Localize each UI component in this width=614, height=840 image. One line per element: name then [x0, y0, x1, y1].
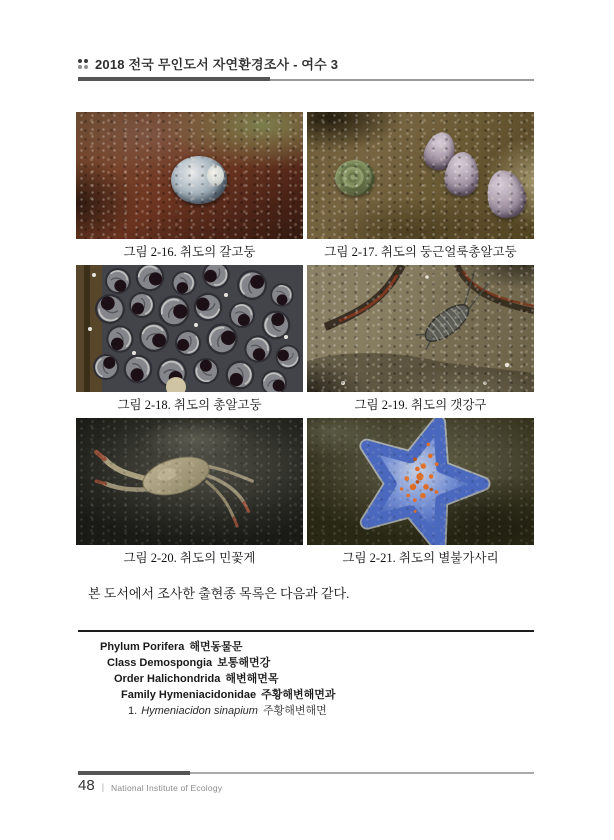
figure-caption: 그림 2-20. 취도의 민꽃게 [123, 551, 256, 565]
species-row-family: Family Hymeniacidonidae 주황해변해면과 [121, 689, 336, 701]
institute-name: National Institute of Ecology [111, 783, 223, 793]
figure-2-20 [76, 418, 303, 572]
footer-rule [78, 771, 534, 775]
photo-nerite-snail [76, 112, 303, 239]
photo-starfish [307, 418, 534, 545]
figure-caption: 그림 2-16. 취도의 갈고둥 [123, 245, 256, 259]
figure-2-19 [307, 265, 534, 419]
figure-caption: 그림 2-21. 취도의 별불가사리 [342, 551, 499, 565]
species-list-rule [78, 630, 534, 632]
figure-2-16 [76, 112, 303, 266]
page-number: 48 [78, 777, 95, 794]
figure-2-17 [307, 112, 534, 266]
nerite-snail-graphic [171, 156, 227, 204]
photo-sea-slater [307, 265, 534, 392]
species-row-class: Class Demospongia 보통해면강 [107, 657, 271, 669]
figure-caption: 그림 2-18. 취도의 총알고둥 [117, 398, 262, 412]
photo-periwinkle-snails [307, 112, 534, 239]
photo-snail-cluster [76, 265, 303, 392]
turban-snail-graphic [335, 160, 375, 196]
running-header-title: 2018 전국 무인도서 자연환경조사 - 여수 3 [95, 57, 339, 72]
page-header [78, 54, 338, 73]
photo-crab [76, 418, 303, 545]
body-paragraph: 본 도서에서 조사한 출현종 목록은 다음과 같다. [88, 586, 350, 601]
figure-caption: 그림 2-19. 취도의 갯강구 [354, 398, 487, 412]
sea-slater-graphic [307, 265, 534, 392]
page-footer [78, 778, 222, 794]
periwinkle-graphic [482, 167, 529, 222]
figure-2-18 [76, 265, 303, 419]
species-row-order: Order Halichondrida 해변해면목 [114, 673, 279, 685]
footer-separator: | [101, 782, 105, 792]
figure-caption: 그림 2-17. 취도의 둥근얼룩총알고둥 [324, 245, 517, 259]
dots-grid-icon [78, 59, 88, 69]
starfish-graphic [307, 418, 534, 545]
crab-graphic [76, 418, 303, 545]
species-row-phylum: Phylum Porifera 해면동물문 [100, 641, 243, 653]
figure-2-21 [307, 418, 534, 572]
species-list-section [78, 639, 534, 719]
header-rule [78, 77, 534, 82]
snail-cluster-graphic [76, 265, 303, 392]
species-row-species: 1. Hymeniacidon sinapium 주황해변해면 [128, 705, 327, 717]
